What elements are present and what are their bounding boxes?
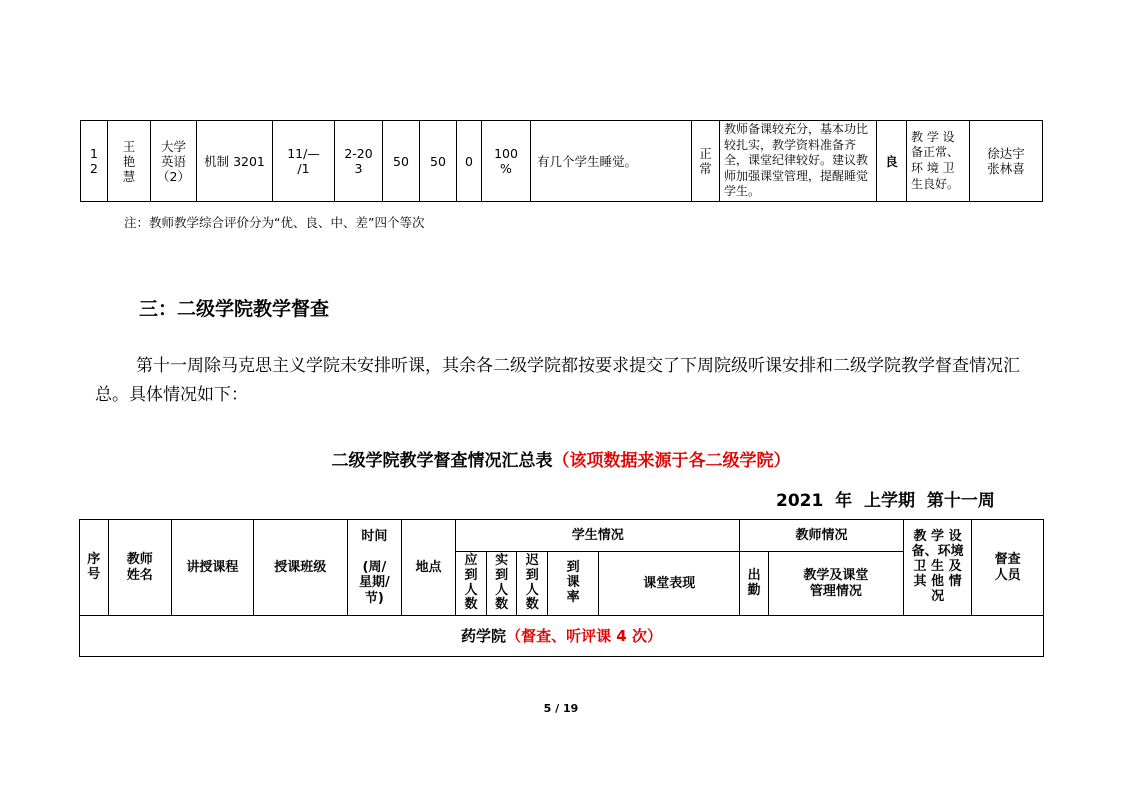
grade-cell: 良 — [877, 121, 907, 202]
section-row-pharmacy — [80, 616, 1044, 657]
section-college-detail: （督查、听评课 4 次） — [506, 627, 662, 645]
section-heading: 三：二级学院教学督查 — [139, 298, 330, 320]
performance-cell: 有几个学生睡觉。 — [531, 121, 692, 202]
class-cell: 机制 3201 — [197, 121, 273, 202]
header-student-group: 学生情况 — [456, 520, 740, 552]
time-cell: 11/— /1 — [273, 121, 335, 202]
teacher-cell: 王 艳 慧 — [108, 121, 151, 202]
header-place: 地点 — [401, 520, 455, 616]
header-performance: 课堂表现 — [599, 552, 740, 616]
section-cell — [80, 616, 1044, 657]
course-cell: 大学 英语 （2） — [151, 121, 197, 202]
header-management: 教学及课堂 管理情况 — [768, 552, 903, 616]
header-expected: 应 到 人 数 — [456, 552, 487, 616]
header-course: 讲授课程 — [171, 520, 253, 616]
table-title-main: 二级学院教学督查情况汇总表 — [331, 451, 553, 471]
table-title — [0, 446, 1122, 471]
term-label: 2021 年 上学期 第十一周 — [776, 491, 995, 511]
inspectors-cell: 徐达宇 张林喜 — [970, 121, 1043, 202]
table-title-source: （该项数据来源于各二级学院） — [552, 451, 791, 471]
header-time: 时间 (周/ 星期/ 节) — [347, 520, 401, 616]
header-facility: 教 学 设 备、环境 卫 生 及 其 他 情 况 — [903, 520, 971, 616]
header-teacher: 教师 姓名 — [108, 520, 171, 616]
header-inspectors: 督查 人员 — [972, 520, 1044, 616]
header-seq: 序 号 — [80, 520, 109, 616]
seq-cell: 1 2 — [81, 121, 108, 202]
evaluation-note: 注：教师教学综合评价分为“优、良、中、差”四个等次 — [124, 215, 425, 230]
attendance-cell: 正 常 — [692, 121, 720, 202]
header-actual: 实 到 人 数 — [486, 552, 517, 616]
header-class: 授课班级 — [253, 520, 347, 616]
college-supervision-table — [79, 519, 1044, 657]
header-row-1 — [80, 520, 1044, 552]
prev-supervision-table — [80, 120, 1043, 202]
actual-cell: 50 — [420, 121, 457, 202]
header-late: 迟 到 人 数 — [517, 552, 548, 616]
header-rate: 到 课 率 — [548, 552, 599, 616]
body-paragraph: 第十一周除马克思主义学院未安排听课，其余各二级学院都按要求提交了下周院级听课安排和二级学院教学督查情况汇总。具体情况如下： — [95, 356, 1020, 405]
expected-cell: 50 — [383, 121, 420, 202]
header-attendance: 出 勤 — [740, 552, 769, 616]
late-cell: 0 — [457, 121, 482, 202]
management-cell: 教师备课较充分，基本功比较扎实，教学资料准备齐全，课堂纪律较好。建议教师加强课堂管理，提醒睡觉学生。 — [720, 121, 877, 202]
header-teacher-group: 教师情况 — [740, 520, 904, 552]
facility-cell: 教 学 设备正常、环 境 卫生良好。 — [907, 121, 970, 202]
rate-cell: 100 % — [482, 121, 531, 202]
page-number: 5 / 19 — [543, 702, 579, 715]
place-cell: 2-20 3 — [335, 121, 383, 202]
section-college-name: 药学院 — [461, 627, 507, 645]
table-row — [81, 121, 1043, 202]
